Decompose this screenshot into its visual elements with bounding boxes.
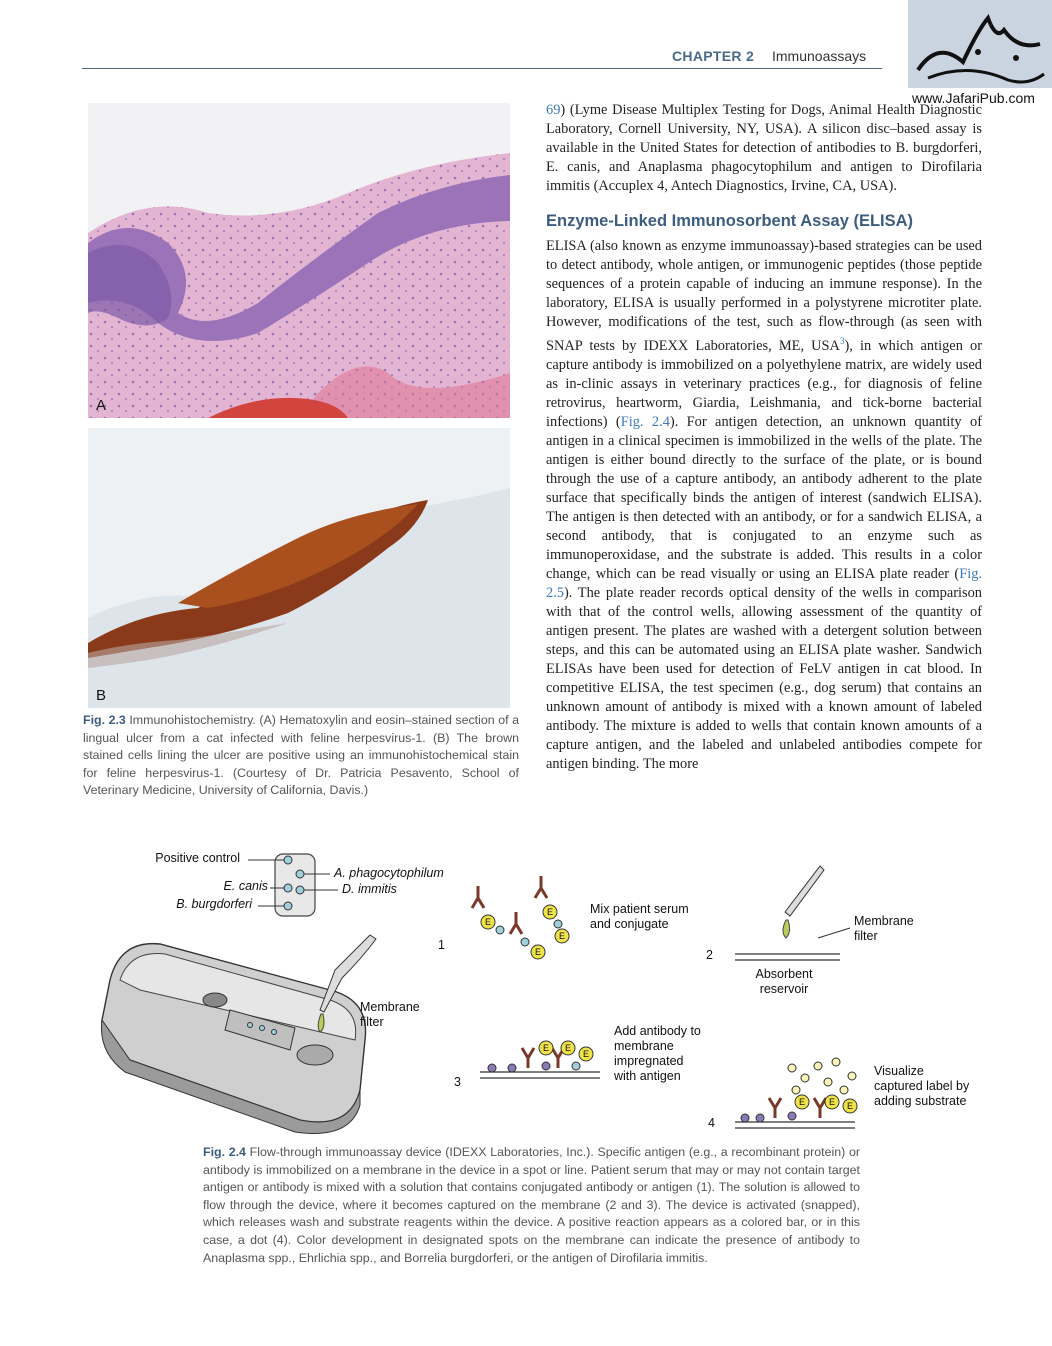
figure-2-3	[88, 103, 510, 708]
section-heading: Enzyme-Linked Immunosorbent Assay (ELISA)	[546, 212, 914, 230]
panel-a-label: A	[96, 397, 107, 414]
paragraph-text: ), in which antigen or capture antibody is immobilized on a polyethylene matrix, are widely used as in-clinic assays in veterinary practices (e.g., for diagnosis of feline retrovirus, heartworm, Giardia, Leishmania, and tick-borne bacterial infections) (	[546, 337, 982, 430]
step-4-text: Visualize captured label by adding substrate	[874, 1064, 970, 1108]
step-4-number: 4	[708, 1116, 715, 1130]
enzyme-label: E	[846, 1101, 854, 1111]
figure-link[interactable]: Fig. 2.4	[620, 413, 670, 430]
step-1-number: 1	[438, 938, 445, 952]
watermark-url: www.JafariPub.com	[912, 90, 1035, 106]
enzyme-label: E	[582, 1049, 590, 1059]
enzyme-label: E	[564, 1043, 572, 1053]
enzyme-label: E	[798, 1097, 806, 1107]
header-rule	[82, 68, 882, 69]
caption-label: Fig. 2.4	[203, 1145, 246, 1159]
caption-text: Immunohistochemistry. (A) Hematoxylin and eosin–stained section of a lingual ulcer from a cat infected with feline herpesvirus-1. (B) The brown stained cells lining the ulcer are positive using an immunohistochemical stain for feline herpesvirus-1. (Courtesy of Dr. Patricia Pesavento, School of Veterinary Medicine, University of California, Davis.)	[83, 713, 519, 798]
running-header	[0, 0, 1052, 70]
label-d-immitis: D. immitis	[342, 882, 397, 896]
micrograph-panel-b	[88, 428, 510, 708]
publisher-logo	[908, 0, 1052, 88]
panel-b-label: B	[96, 687, 107, 704]
micrograph-panel-a	[88, 103, 510, 418]
footnote-link[interactable]: 3	[839, 336, 845, 346]
figure-2-3-caption	[83, 712, 519, 800]
paragraph	[546, 237, 982, 774]
paragraph-text: ). For antigen detection, an unknown quantity of antigen in a clinical specimen is immobilized in the wells of the plate. The antigen is either bound directly to the surface of the plate, or is bound through the use of a capture antibody, an antibody adherent to the plate surface that specifically binds the antigen of interest (sandwich ELISA). The antigen is then detected with an antibody, or for a sandwich ELISA, a second antibody, that is conjugated to an enzyme such as immunoperoxidase, and the substrate is added. This results in a color change, which can be read visually or using an ELISA plate reader (	[546, 413, 982, 582]
caption-label: Fig. 2.3	[83, 713, 126, 727]
label-b-burgdorferi: B. burgdorferi	[176, 897, 252, 911]
body-column	[546, 101, 982, 774]
reference-link[interactable]: 69	[546, 102, 561, 118]
step-3-number: 3	[454, 1075, 461, 1089]
step-2-membrane-label: Membrane filter	[854, 914, 914, 943]
enzyme-label: E	[546, 907, 554, 917]
step-2-number: 2	[706, 948, 713, 962]
step-3-text: Add antibody to membrane impregnated with antigen	[614, 1024, 701, 1083]
paragraph	[546, 101, 982, 196]
label-positive-control: Positive control	[155, 851, 240, 865]
figure-2-4	[80, 840, 980, 1140]
step-2-reservoir-label: Absorbent reservoir	[755, 967, 813, 996]
chapter-title: Immunoassays	[772, 48, 867, 64]
figure-2-4-caption	[203, 1144, 860, 1267]
chapter-label: CHAPTER 2	[672, 48, 755, 64]
label-e-canis: E. canis	[223, 879, 268, 893]
enzyme-label: E	[558, 931, 566, 941]
caption-text: Flow-through immunoassay device (IDEXX Laboratories, Inc.). Specific antigen (e.g., a recombinant protein) or antibody is immobilized on a membrane in the device in a spot or line. Patient serum that may or may not contain target antigen or antibody is mixed with a solution that contains conjugated antibody or antigen (1). The solution is allowed to flow through the device, where it becomes captured on the membrane (2 and 3). The device is activated (snapped), which releases wash and substrate reagents within the device. A positive reaction appears as a colored bar, or in this case, a dot (4). Color development in designated spots on the membrane can indicate the presence of antibody to Anaplasma spp., Ehrlichia spp., and Borrelia burgdorferi, or the antigen of Dirofilaria immitis.	[203, 1145, 860, 1265]
paragraph-text: ) (Lyme Disease Multiplex Testing for Dogs, Animal Health Diagnostic Laboratory, Cornell University, NY, USA). A silicon disc–based assay is available in the United States for detection of antibodies to B. burgdorferi, E. canis, and Anaplasma phagocytophilum and antigen to Dirofilaria immitis (Accuplex 4, Antech Diagnostics, Irvine, CA, USA).	[546, 102, 982, 194]
enzyme-label: E	[534, 947, 542, 957]
enzyme-label: E	[542, 1043, 550, 1053]
enzyme-label: E	[484, 917, 492, 927]
enzyme-label: E	[828, 1097, 836, 1107]
step-1-text: Mix patient serum and conjugate	[590, 902, 689, 931]
paragraph-text: ). The plate reader records optical density of the wells in comparison with that of the control wells, allowing assessment of the quantity of antigen present. The plates are washed with a detergent solution between steps, and this can be automated using an ELISA plate washer. Sandwich ELISAs have been used for detection of FeLV antigen in cat blood. In competitive ELISA, the test specimen (e.g., dog serum) that contains an unknown amount of antibody is mixed with a known amount of labeled antibody. The mixture is added to wells that contain known amounts of a capture antigen, and the labeled and unlabeled antibodies compete for antigen binding. The more	[546, 584, 982, 772]
label-device-membrane-filter: Membrane filter	[360, 1000, 420, 1029]
figure-link[interactable]: Fig. 2.5	[546, 565, 982, 601]
paragraph-text: ELISA (also known as enzyme immunoassay)-based strategies can be used to detect antibody, whole antigen, or immunogenic peptides (those peptide sequences of a protein capable of inducing an immune response). In the laboratory, ELISA is usually performed in a polystyrene microtiter plate. However, modifications of the test, such as flow-through (as seen with SNAP tests by IDEXX Laboratories, ME, USA	[546, 238, 982, 354]
label-a-phagocytophilum: A. phagocytophilum	[334, 866, 444, 880]
